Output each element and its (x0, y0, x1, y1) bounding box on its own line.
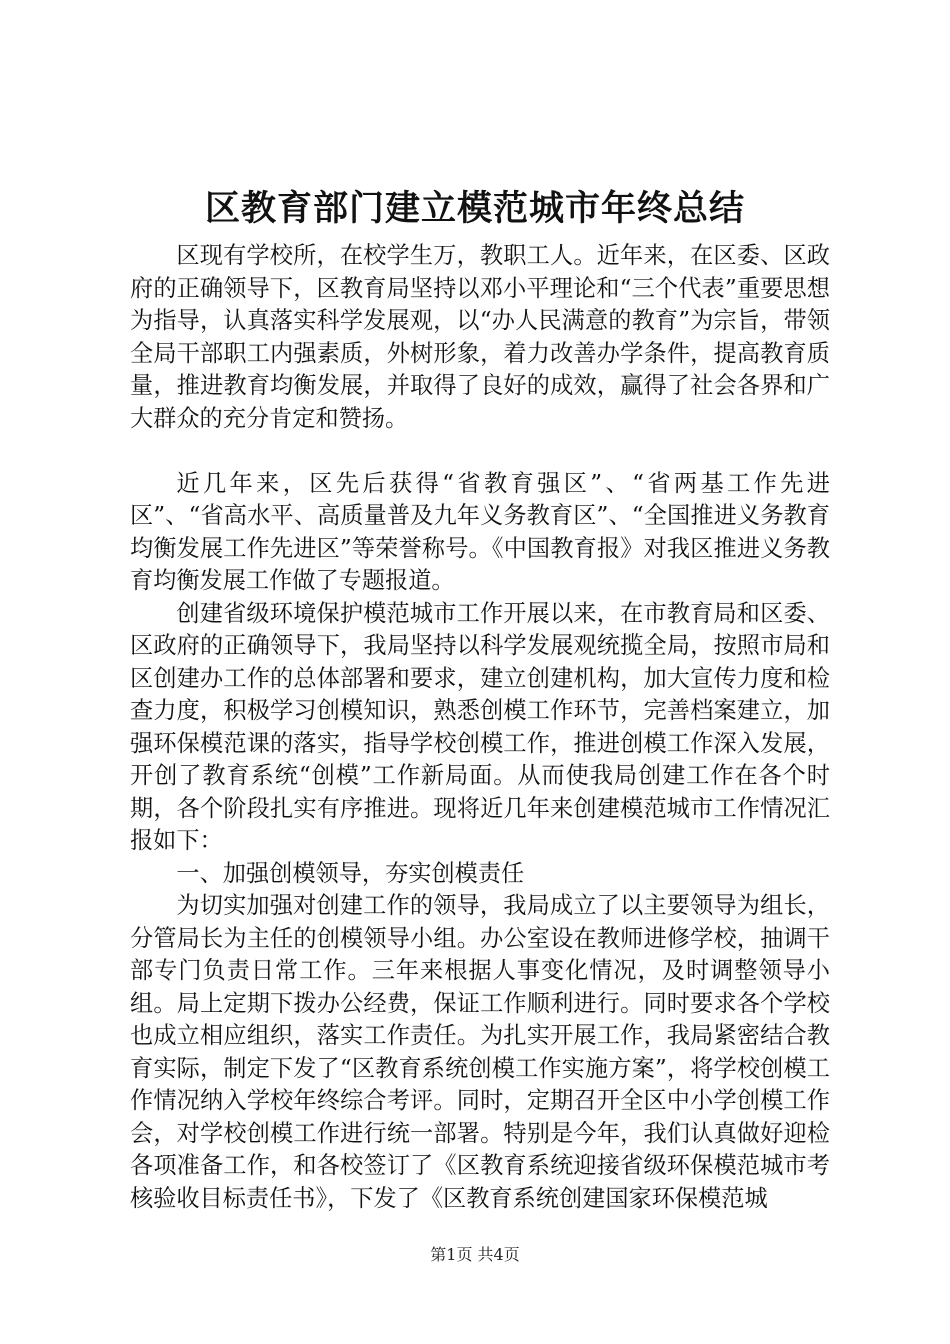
paragraph-overview: 创建省级环境保护模范城市工作开展以来，在市教育局和区委、区政府的正确领导下，我局坚持以科学发展观统揽全局，按照市局和区创建办工作的总体部署和要求，建立创建机构，加大宣传力度和检查力度，积极学习创模知识，熟悉创模工作环节，完善档案建立，加强环保模范课的落实，指导学校创模工作，推进创模工作深入发展，开创了教育系统“创模”工作新局面。从而使我局创建工作在各个时期，各个阶段扎实有序推进。现将近几年来创建模范城市工作情况汇报如下： (130, 599, 830, 854)
document-title: 区教育部门建立模范城市年终总结 (204, 189, 745, 229)
section-heading-1: 一、加强创模领导，夯实创模责任 (176, 859, 525, 887)
paragraph-honors: 近几年来，区先后获得“省教育强区”、“省两基工作先进区”、“省高水平、高质量普及九年义务教育区”、“全国推进义务教育均衡发展工作先进区”等荣誉称号。《中国教育报》对我区推进义务教育均衡发展工作做了专题报道。 (130, 469, 830, 594)
document-body (130, 240, 830, 1215)
paragraph-intro: 区现有学校所，在校学生万，教职工人。近年来，在区委、区政府的正确领导下，区教育局坚持以邓小平理论和“三个代表”重要思想为指导，认真落实科学发展观，以“办人民满意的教育”为宗旨，带领全局干部职工内强素质，外树形象，着力改善办学条件，提高教育质量，推进教育均衡发展，并取得了良好的成效，赢得了社会各界和广大群众的充分肯定和赞扬。 (130, 242, 830, 432)
page-number-footer: 第1页 共4页 (430, 1245, 520, 1264)
paragraph-spacer (130, 435, 830, 468)
paragraph-leadership: 为切实加强对创建工作的领导，我局成立了以主要领导为组长，分管局长为主任的创模领导小组。办公室设在教师进修学校，抽调干部专门负责日常工作。三年来根据人事变化情况，及时调整领导小组。局上定期下拨办公经费，保证工作顺利进行。同时要求各个学校也成立相应组织，落实工作责任。为扎实开展工作，我局紧密结合教育实际，制定下发了“区教育系统创模工作实施方案”，将学校创模工作情况纳入学校年终综合考评。同时，定期召开全区中小学创模工作会，对学校创模工作进行统一部署。特别是今年，我们认真做好迎检各项准备工作，和各校签订了《区教育系统迎接省级环保模范城市考核验收目标责任书》，下发了《区教育系统创建国家环保模范城 (130, 892, 830, 1212)
